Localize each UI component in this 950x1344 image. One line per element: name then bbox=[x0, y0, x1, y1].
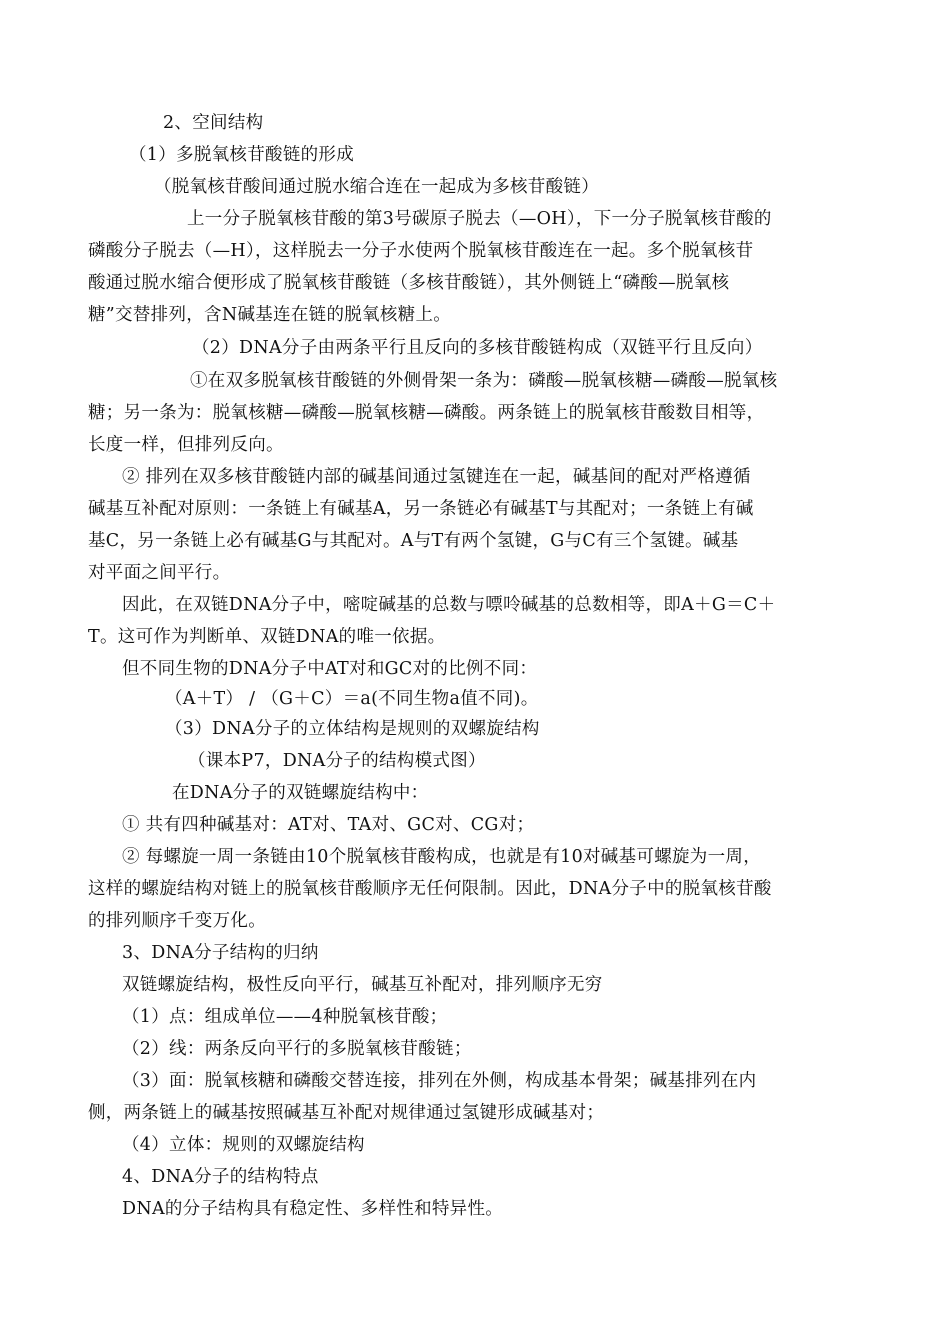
paragraph-line: 糖”交替排列，含N碱基连在链的脱氧核糖上。 bbox=[88, 305, 452, 325]
paragraph-line: 对平面之间平行。 bbox=[88, 563, 231, 583]
subsection-3-heading: （3）DNA分子的立体结构是规则的双螺旋结构 bbox=[165, 719, 540, 739]
section-4-heading: 4、DNA分子的结构特点 bbox=[122, 1167, 319, 1187]
list-item: （3）面：脱氧核糖和磷酸交替连接，排列在外侧，构成基本骨架；碱基排列在内 bbox=[122, 1071, 757, 1091]
paragraph-line: 侧，两条链上的碱基按照碱基互补配对规律通过氢键形成碱基对； bbox=[88, 1103, 605, 1123]
subsection-2-heading: （2）DNA分子由两条平行且反向的多核苷酸链构成（双链平行且反向） bbox=[192, 338, 763, 358]
summary-line: 双链螺旋结构，极性反向平行，碱基互补配对，排列顺序无穷 bbox=[122, 975, 603, 995]
paragraph-line: 在DNA分子的双链螺旋结构中： bbox=[172, 783, 429, 803]
list-item: （4）立体：规则的双螺旋结构 bbox=[122, 1135, 365, 1155]
paragraph-line: 酸通过脱水缩合便形成了脱氧核苷酸链（多核苷酸链），其外侧链上“磷酸—脱氧核 bbox=[88, 273, 730, 293]
list-item: ② 每螺旋一周一条链由10个脱氧核苷酸构成，也就是有10对碱基可螺旋为一周， bbox=[122, 847, 761, 867]
section-4-text: DNA的分子结构具有稳定性、多样性和特异性。 bbox=[122, 1199, 504, 1219]
paragraph-line: 的排列顺序千变万化。 bbox=[88, 911, 266, 931]
list-item: ① 共有四种碱基对：AT对、TA对、GC对、CG对； bbox=[122, 815, 535, 835]
paragraph-line: 长度一样，但排列反向。 bbox=[88, 435, 284, 455]
subsection-3-note: （课本P7，DNA分子的结构模式图） bbox=[188, 751, 486, 771]
paragraph-line: 上一分子脱氧核苷酸的第3号碳原子脱去（—OH），下一分子脱氧核苷酸的 bbox=[187, 209, 772, 229]
paragraph-line: 这样的螺旋结构对链上的脱氧核苷酸顺序无任何限制。因此，DNA分子中的脱氧核苷酸 bbox=[88, 879, 772, 899]
section-3-heading: 3、DNA分子结构的归纳 bbox=[122, 943, 319, 963]
list-item: （1）点：组成单位——4种脱氧核苷酸； bbox=[122, 1007, 448, 1027]
paragraph-line: ② 排列在双多核苷酸链内部的碱基间通过氢键连在一起，碱基间的配对严格遵循 bbox=[122, 467, 751, 487]
section-2-heading: 2、空间结构 bbox=[163, 113, 264, 133]
paragraph-line: 糖；另一条为：脱氧核糖—磷酸—脱氧核糖—磷酸。两条链上的脱氧核苷酸数目相等， bbox=[88, 403, 765, 423]
paragraph-line: ①在双多脱氧核苷酸链的外侧骨架一条为：磷酸—脱氧核糖—磷酸—脱氧核 bbox=[190, 371, 778, 391]
paragraph-line: 基C，另一条链上必有碱基G与其配对。A与T有两个氢键，G与C有三个氢键。碱基 bbox=[88, 531, 739, 551]
list-item: （2）线：两条反向平行的多脱氧核苷酸链； bbox=[122, 1039, 472, 1059]
paragraph-line: 磷酸分子脱去（—H），这样脱去一分子水使两个脱氧核苷酸连在一起。多个脱氧核苷 bbox=[88, 241, 754, 261]
subsection-1-note: （脱氧核苷酸间通过脱水缩合连在一起成为多核苷酸链） bbox=[154, 177, 599, 197]
paragraph-line: 但不同生物的DNA分子中AT对和GC对的比例不同： bbox=[122, 659, 538, 679]
paragraph-line: 因此，在双链DNA分子中，嘧啶碱基的总数与嘌呤碱基的总数相等，即A＋G＝C＋ bbox=[122, 595, 776, 615]
formula: （A＋T） / （G＋C）＝a(不同生物a值不同)。 bbox=[165, 689, 539, 709]
paragraph-line: 碱基互补配对原则：一条链上有碱基A，另一条链必有碱基T与其配对；一条链上有碱 bbox=[88, 499, 754, 519]
subsection-1-heading: （1）多脱氧核苷酸链的形成 bbox=[129, 145, 355, 165]
paragraph-line: T。这可作为判断单、双链DNA的唯一依据。 bbox=[88, 627, 446, 647]
